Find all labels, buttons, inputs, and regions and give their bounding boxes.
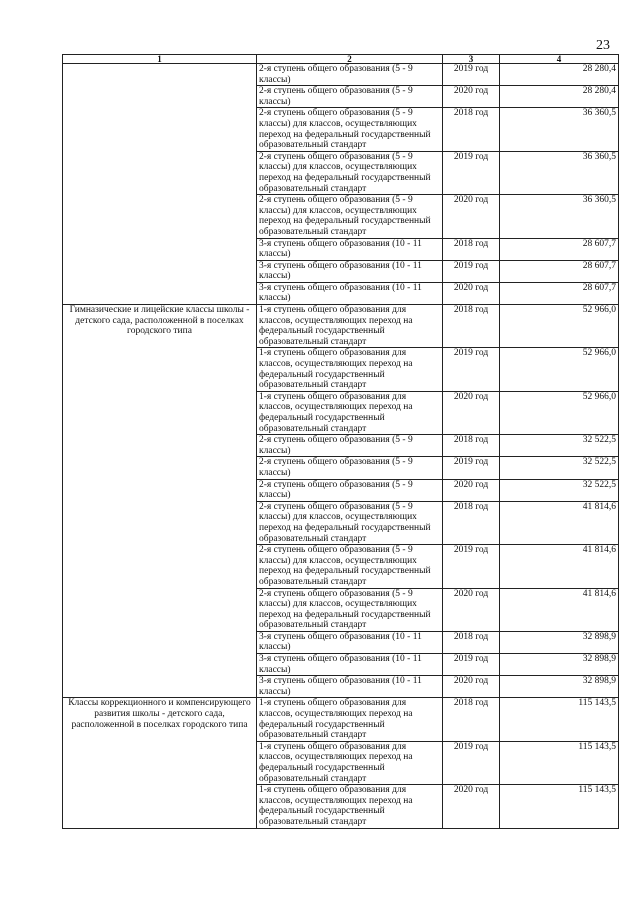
header-col-1: 1 [63,55,257,64]
year-cell: 2018 год [443,108,500,151]
category-cell [63,64,257,305]
level-cell: 2-я ступень общего образования (5 - 9 классы) [257,435,443,457]
year-cell: 2020 год [443,588,500,631]
value-cell: 32 898,9 [500,676,619,698]
level-cell: 2-я ступень общего образования (5 - 9 классы) для классов, осуществляющих переход на федеральный государственный образовательный стандарт [257,545,443,588]
year-cell: 2018 год [443,238,500,260]
value-cell: 41 814,6 [500,588,619,631]
value-cell: 28 280,4 [500,64,619,86]
value-cell: 32 898,9 [500,654,619,676]
year-cell: 2020 год [443,391,500,434]
level-cell: 3-я ступень общего образования (10 - 11 классы) [257,631,443,653]
level-cell: 2-я ступень общего образования (5 - 9 классы) [257,86,443,108]
level-cell: 1-я ступень общего образования для классов, осуществляющих переход на федеральный государственный образовательный стандарт [257,698,443,741]
value-cell: 52 966,0 [500,305,619,348]
level-cell: 1-я ступень общего образования для классов, осуществляющих переход на федеральный государственный образовательный стандарт [257,348,443,391]
level-cell: 3-я ступень общего образования (10 - 11 классы) [257,260,443,282]
table-header [63,55,619,64]
year-cell: 2018 год [443,631,500,653]
year-cell: 2020 год [443,282,500,304]
value-cell: 115 143,5 [500,698,619,741]
value-cell: 28 607,7 [500,282,619,304]
level-cell: 1-я ступень общего образования для классов, осуществляющих переход на федеральный государственный образовательный стандарт [257,391,443,434]
header-col-4: 4 [500,55,619,64]
category-cell: Гимназические и лицейские классы школы - детского сада, расположенной в поселках городского типа [63,305,257,698]
value-cell: 36 360,5 [500,195,619,238]
level-cell: 1-я ступень общего образования для классов, осуществляющих переход на федеральный государственный образовательный стандарт [257,741,443,784]
level-cell: 2-я ступень общего образования (5 - 9 классы) для классов, осуществляющих переход на федеральный государственный образовательный стандарт [257,501,443,544]
level-cell: 2-я ступень общего образования (5 - 9 классы) [257,64,443,86]
cost-table [62,54,619,829]
year-cell: 2020 год [443,479,500,501]
value-cell: 52 966,0 [500,348,619,391]
level-cell: 2-я ступень общего образования (5 - 9 классы) для классов, осуществляющих переход на федеральный государственный образовательный стандарт [257,151,443,194]
level-cell: 2-я ступень общего образования (5 - 9 классы) для классов, осуществляющих переход на федеральный государственный образовательный стандарт [257,108,443,151]
level-cell: 1-я ступень общего образования для классов, осуществляющих переход на федеральный государственный образовательный стандарт [257,785,443,828]
value-cell: 52 966,0 [500,391,619,434]
value-cell: 32 522,5 [500,457,619,479]
year-cell: 2019 год [443,348,500,391]
value-cell: 41 814,6 [500,545,619,588]
level-cell: 3-я ступень общего образования (10 - 11 классы) [257,676,443,698]
value-cell: 115 143,5 [500,785,619,828]
value-cell: 115 143,5 [500,741,619,784]
value-cell: 28 607,7 [500,260,619,282]
year-cell: 2019 год [443,741,500,784]
year-cell: 2020 год [443,785,500,828]
value-cell: 32 522,5 [500,435,619,457]
value-cell: 32 522,5 [500,479,619,501]
header-col-2: 2 [257,55,443,64]
level-cell: 2-я ступень общего образования (5 - 9 классы) [257,479,443,501]
value-cell: 36 360,5 [500,108,619,151]
year-cell: 2019 год [443,457,500,479]
value-cell: 41 814,6 [500,501,619,544]
year-cell: 2018 год [443,698,500,741]
level-cell: 3-я ступень общего образования (10 - 11 классы) [257,282,443,304]
header-col-3: 3 [443,55,500,64]
year-cell: 2019 год [443,64,500,86]
value-cell: 28 607,7 [500,238,619,260]
year-cell: 2018 год [443,305,500,348]
level-cell: 1-я ступень общего образования для классов, осуществляющих переход на федеральный государственный образовательный стандарт [257,305,443,348]
value-cell: 32 898,9 [500,631,619,653]
year-cell: 2019 год [443,151,500,194]
year-cell: 2018 год [443,435,500,457]
year-cell: 2020 год [443,676,500,698]
year-cell: 2018 год [443,501,500,544]
level-cell: 2-я ступень общего образования (5 - 9 классы) для классов, осуществляющих переход на федеральный государственный образовательный стандарт [257,588,443,631]
year-cell: 2019 год [443,545,500,588]
level-cell: 2-я ступень общего образования (5 - 9 классы) [257,457,443,479]
category-cell: Классы коррекционного и компенсирующего развития школы - детского сада, расположенной в поселках городского типа [63,698,257,828]
year-cell: 2020 год [443,195,500,238]
value-cell: 36 360,5 [500,151,619,194]
value-cell: 28 280,4 [500,86,619,108]
table-row [63,64,619,86]
table-body [63,64,619,829]
page-number: 23 [596,38,610,53]
level-cell: 2-я ступень общего образования (5 - 9 классы) для классов, осуществляющих переход на федеральный государственный образовательный стандарт [257,195,443,238]
level-cell: 3-я ступень общего образования (10 - 11 классы) [257,238,443,260]
year-cell: 2019 год [443,654,500,676]
year-cell: 2020 год [443,86,500,108]
table-row [63,698,619,741]
level-cell: 3-я ступень общего образования (10 - 11 классы) [257,654,443,676]
year-cell: 2019 год [443,260,500,282]
table-row [63,305,619,348]
